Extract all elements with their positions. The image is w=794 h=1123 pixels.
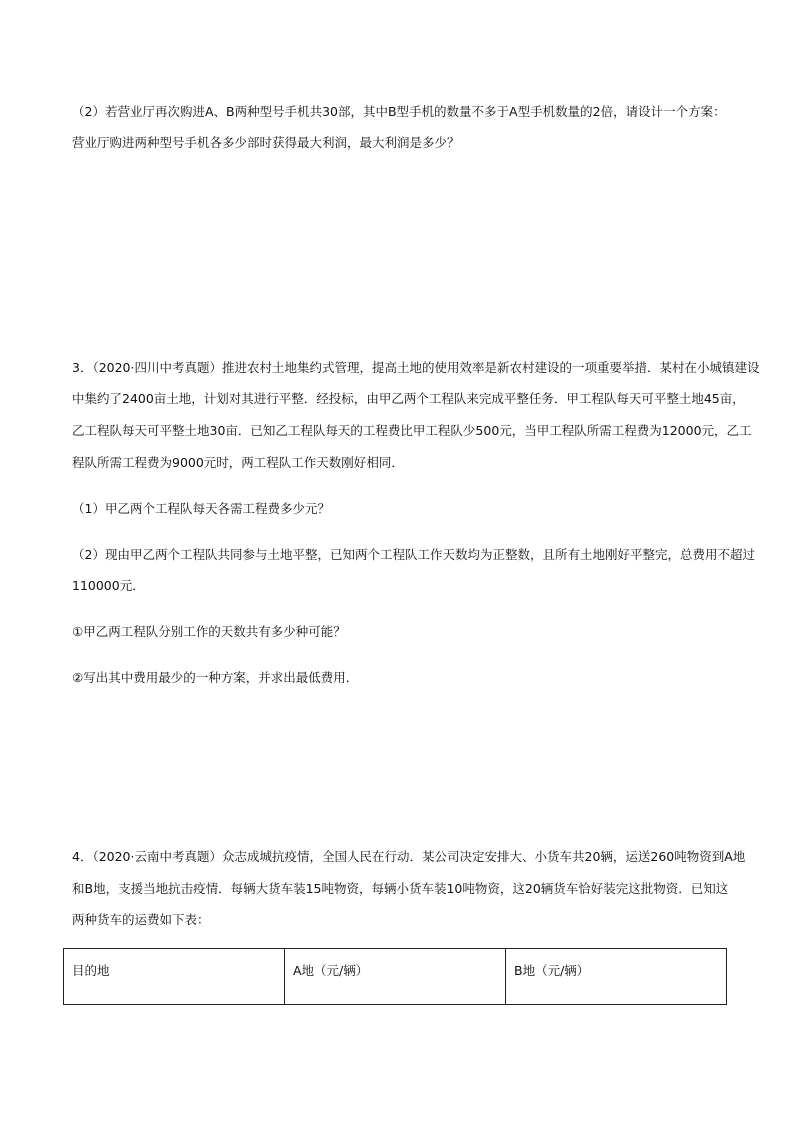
q4-line-1: 4．（2020·云南中考真题）众志成城抗疫情，全国人民在行动．某公司决定安排大、小货车共20辆，运送260吨物资到A地 <box>72 849 746 864</box>
q3-line-4: 程队所需工程费为9000元时，两工程队工作天数刚好相同． <box>72 455 404 470</box>
q3-line-3: 乙工程队每天可平整土地30亩．已知乙工程队每天的工程费比甲工程队少500元，当甲工程队所需工程费为12000元，乙工 <box>72 423 752 438</box>
table-header-destination: 目的地 <box>64 949 285 1004</box>
q2-part2-line-1: （2）若营业厅再次购进A、B两种型号手机共30部，其中B型手机的数量不多于A型手机数量的2倍，请设计一个方案： <box>72 104 726 119</box>
q3-line-2: 中集约了2400亩土地，计划对其进行平整．经投标，由甲乙两个工程队来完成平整任务．甲工程队每天可平整土地45亩， <box>72 391 745 406</box>
q3-sub-question-2-line-2: 110000元． <box>72 578 145 593</box>
freight-cost-table <box>63 948 727 1005</box>
q3-sub-question-2b: ②写出其中费用最少的一种方案，并求出最低费用． <box>72 670 359 685</box>
table-header-a-cost: A地（元/辆） <box>285 949 506 1004</box>
table-header-b-cost: B地（元/辆） <box>514 963 590 978</box>
q4-line-3: 两种货车的运费如下表： <box>72 912 210 927</box>
q3-line-1: 3．（2020·四川中考真题）推进农村土地集约式管理，提高土地的使用效率是新农村建设的一项重要举措．某村在小城镇建设 <box>72 360 760 375</box>
q3-sub-question-1: （1）甲乙两个工程队每天各需工程费多少元？ <box>72 501 330 516</box>
q3-sub-question-2-line-1: （2）现由甲乙两个工程队共同参与土地平整，已知两个工程队工作天数均为正整数，且所有土地刚好平整完，总费用不超过 <box>72 547 755 562</box>
q2-part2-line-2: 营业厅购进两种型号手机各多少部时获得最大利润，最大利润是多少？ <box>72 135 460 150</box>
q3-sub-question-2a: ①甲乙两工程队分别工作的天数共有多少种可能？ <box>72 624 346 639</box>
q4-line-2: 和B地，支援当地抗击疫情．每辆大货车装15吨物资，每辆小货车装10吨物资，这20辆货车恰好装完这批物资．已知这 <box>72 881 729 896</box>
